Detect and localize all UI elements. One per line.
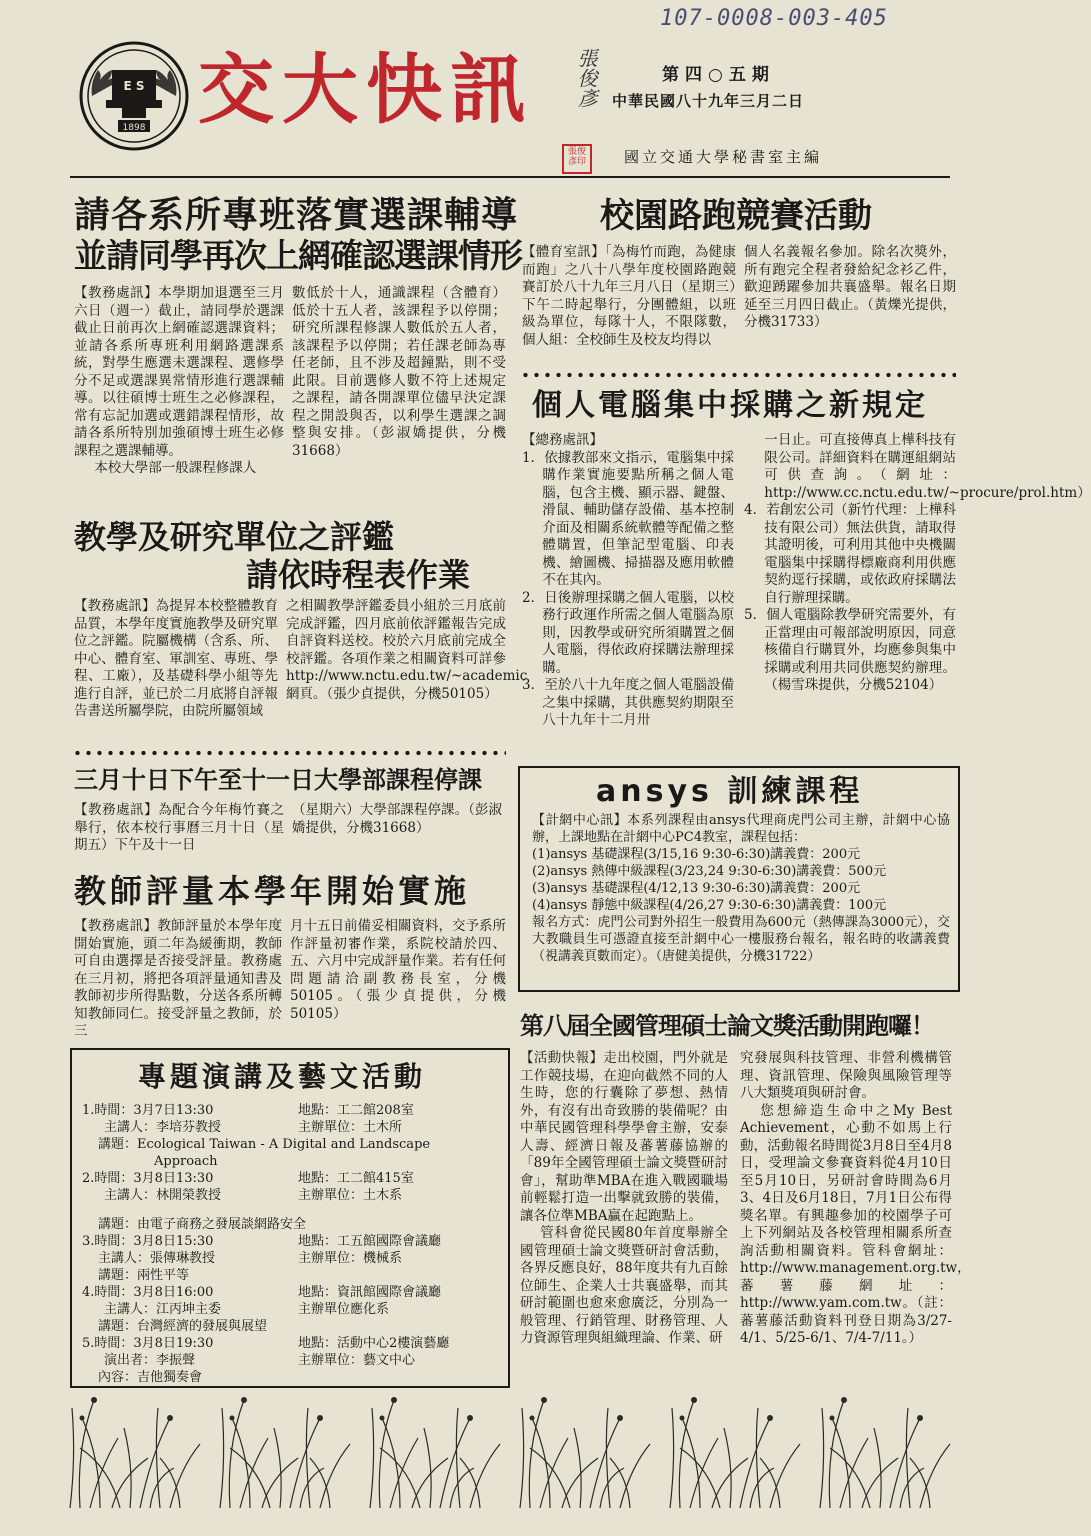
- suspension-title: 三月十日下午至十一日大學部課程停課: [74, 765, 482, 794]
- pc-purchase-title: 個人電腦集中採購之新規定: [532, 388, 928, 423]
- lecture-item: 3.時間：3月8日15:30 地點：工五館國際會議廳 主講人：張傳琳教授 主辦單位：機械系 講題：兩性平等: [82, 1234, 442, 1283]
- lecture-item: 4.時間：3月8日16:00 地點：資訊館國際會議廳 主講人：江丙坤主委 主辦單位應化系 講題：台灣經濟的發展與展望: [82, 1285, 442, 1334]
- teacher-eval-title: 教師評量本學年開始實施: [74, 872, 471, 910]
- university-seal-logo: [78, 40, 190, 152]
- thesis-award-col2: 究發展與科技管理、非營利機構管理、資訊管理、保險與風險管理等八大類獎項與研討會。 您想締造生命中之My Best Achievement，心動不如馬上行動，活動報名時間從3月8日至4月8日，受理論文參賽資料從4月10日至5月10日，另研討會時間為6月3、4日及6月18日，7月1日公布得獎名單。有興趣參加的校園學子可上下列網站及各校管理相關系所查詢活動相關資料。管科會網址：http://www.management.org.tw，蕃薯藤網址：http://www.yam.com.tw。（註：蕃薯藤活動資料刊登日期為3/27-4/1、5/25-6/1、7/4-7/11。）: [740, 1050, 971, 1346]
- issue-date: 中華民國八十九年三月二日: [612, 92, 805, 110]
- svg-text:1898: 1898: [122, 123, 146, 133]
- decorative-grass-illustration: [60, 1390, 970, 1510]
- ansys-title: ansys 訓練課程: [596, 774, 864, 809]
- teacher-eval-col2: 月十五日前備妥相關資料，交予系所作評量初審作業，系院校請於四、五、六月中完成評量作業。若有任何問題請洽副教務長室，分機50105。（張少貞提供，分機50105）: [290, 918, 506, 1022]
- course-counseling-title-1: 請各系所專班落實選課輔導: [74, 194, 519, 236]
- thesis-award-col1: 【活動快報】走出校園，門外就是工作競技場，在迎向截然不同的人生時，您的行囊除了夢想、熱情外，有沒有出奇致勝的裝備呢？由中華民國管理科學學會主辦，安泰人壽、經濟日報及蕃薯藤協辦的「89年全國管理碩士論文獎暨研討會」，幫助準MBA在進入戰國職場前輕鬆打造一出擊就致勝的裝備，讓各位準MBA贏在起跑點上。 管科會從民國80年首度舉辦全國管理碩士論文獎暨研討會活動，各界反應良好，88年度共有九百餘位師生、企業人士共襄盛舉，而其研討範圍也愈來愈廣泛，分別為一般管理、行銷管理、財務管理、人力資源管理與組織理論、作業、研: [520, 1050, 728, 1346]
- pc-purchase-col2: 一日止。可直接傳真上樺科技有限公司。詳細資料在購運組網站可供查詢。（網址：http://www.cc.nctu.edu.tw/~procure/prol.htm） 4．若創宏公司（新竹代理：上樺科技有限公司）無法供貨，請取得其證明後，可利用其他中央機關電腦集中採購得標廠商利用供應契約逕行採購，或依政府採購法自行辦理採購。 5．個人電腦除教學研究需要外，有正當理由可報部說明原因，同意核備自行購買外，均應參與集中採購或利用共同供應契約辦理。（楊雪珠提供，分機52104）: [744, 432, 1091, 693]
- handwritten-archive-note: 107-0008-003-405: [660, 6, 888, 31]
- lecture-item: 5.時間：3月8日19:30 地點：活動中心2樓演藝廳 演出者：李振聲 主辦單位：藝文中心 內容：吉他獨奏會: [82, 1336, 450, 1385]
- evaluation-col1: 【教務處訊】為提昇本校整體教育品質，本學年度實施教學及研究單位之評鑑。院屬機構（含系、所、中心、體育室、軍訓室、專班、學程、工廠），及基礎科學小組等先進行自評，並已於二月底將自評報告書送所屬學院，由院所屬領域: [74, 598, 278, 719]
- editor-line: 國立交通大學秘書室主編: [624, 148, 823, 166]
- thesis-award-title: 第八屆全國管理碩士論文獎活動開跑囉！: [520, 1012, 934, 1040]
- course-counseling-title-2: 並請同學再次上網確認選課情形: [74, 236, 522, 275]
- issue-number: 第四○五期: [662, 65, 775, 85]
- handwritten-signature: 張俊彥: [574, 48, 598, 108]
- evaluation-title-1: 教學及研究單位之評鑑: [74, 518, 395, 556]
- lectures-title: 專題演講及藝文活動: [138, 1060, 427, 1093]
- race-col1: 【體育室訊】「為梅竹而跑，為健康而跑」之八十八學年度校園路跑競賽訂於八十九年三月八日（星期三）下午二時起舉行，分團體組，以班級為單位，每隊十人，不限隊數，個人組：全校師生及校友均得以: [522, 244, 736, 348]
- pc-purchase-col1: 【總務處訊】 1．依據教部來文指示，電腦集中採購作業實施要點所稱之個人電腦，包含主機、顯示器、鍵盤、滑鼠、輔助儲存設備、基本控制介面及相關系統軟體等配備之整體購置，但筆記型電腦、印表機、繪圖機、掃描器及應用軟體不在其內。 2．日後辦理採購之個人電腦，以校務行政運作所需之個人電腦為原則，因教學或研究所須購置之個人電腦，得依政府採購法辦理採購。 3．至於八十九年度之個人電腦設備之集中採購，其供應契約期限至八十九年十二月卅: [522, 432, 734, 728]
- svg-text:E S: E S: [123, 79, 145, 93]
- red-seal-stamp: 張俊 彥印: [562, 144, 592, 174]
- evaluation-col2: 之相關教學評鑑委員小組於三月底前完成評鑑，四月底前依評鑑報告完成自評資料送校。校於六月底前完成全校評鑑。各項作業之相關資料可詳參http://www.nctu.edu.tw/~academic網頁。（張少貞提供，分機50105）: [286, 598, 528, 702]
- masthead-rule: [70, 176, 950, 178]
- lecture-item: 2.時間：3月8日13:30 地點：工二館415室 主講人：林開榮教授 主辦單位：土木系 講題：由電子商務之發展談網路安全: [82, 1171, 414, 1232]
- evaluation-title-2: 請依時程表作業: [246, 556, 471, 594]
- race-title: 校園路跑競賽活動: [600, 196, 872, 236]
- suspension-col1: 【教務處訊】為配合今年梅竹賽之舉行，依本校行事曆三月十日（星期五）下午及十一日: [74, 802, 284, 853]
- course-counseling-col1: 【教務處訊】本學期加退選至三月六日（週一）截止，請同學於選課截止日前再次上網確認選課資料；並請各系所專班利用網路選課系統，對學生應選未選課程、選修學分不足或選課異常情形進行選課輔導。以往碩博士班生之必修課程，常有忘記加選或選錯課程情形，故請各系所特別加強碩博士班生必修課程之選課輔導。 本校大學部一般課程修課人: [74, 285, 284, 476]
- ansys-body: 【計網中心訊】本系列課程由ansys代理商虎門公司主辦，計網中心協辦，上課地點在計網中心PC4教室，課程包括： (1)ansys 基礎課程(3/15,16 9:30-6:30)講義費：200元 (2)ansys 熱傳中級課程(3/23,24 9:30-6:30)講義費：500元 (3)ansys 基礎課程(4/12,13 9:30-6:30)講義費：200元 (4)ansys 靜態中級課程(4/26,27 9:30-6:30)講義費：100元 報名方式：虎門公司對外招生一般費用為600元（熱傳課為3000元），交大教職員生可憑證直接至計網中心一樓服務台報名，報名時的收講義費（視講義頁數而定）。（唐健美提供，分機31722）: [532, 813, 950, 964]
- lecture-item: 1.時間：3月7日13:30 地點：工二館208室 主講人：李培芬教授 主辦單位：土木所 講題：Ecological Taiwan - A Digital and Landscape Approach: [82, 1103, 431, 1169]
- lectures-list: [82, 1102, 502, 1386]
- course-counseling-col2: 數低於十人，通識課程（含體育）低於十五人者，該課程予以停開；研究所課程修課人數低於五人者，該課程予以停開；若任課老師為專任老師，且不涉及超鐘點，則不受此限。目前選修人數不符上述規定之課程，請各開課單位儘早決定課程之開設與否，以利學生選課之調整與安排。（彭淑嬌提供，分機31668）: [292, 285, 506, 459]
- race-col2: 個人名義報名參加。除名次獎外，所有跑完全程者發給紀念衫乙件，歡迎踴躍參加共襄盛舉。報名日期延至三月四日截止。（黃爍光提供，分機31733）: [744, 244, 956, 330]
- dotted-divider: [72, 750, 506, 756]
- teacher-eval-col1: 【教務處訊】教師評量於本學年度開始實施，頭二年為緩衝期，教師可自由選擇是否接受評量。教務處在三月初，將把各項評量通知書及教師初步所得點數，分送各系所轉知教師同仁。接受評量之教師，於三: [74, 918, 282, 1039]
- dotted-divider: [520, 372, 956, 378]
- suspension-col2: （星期六）大學部課程停課。（彭淑嬌提供，分機31668）: [292, 802, 502, 836]
- masthead-title: 交大快訊: [198, 45, 534, 134]
